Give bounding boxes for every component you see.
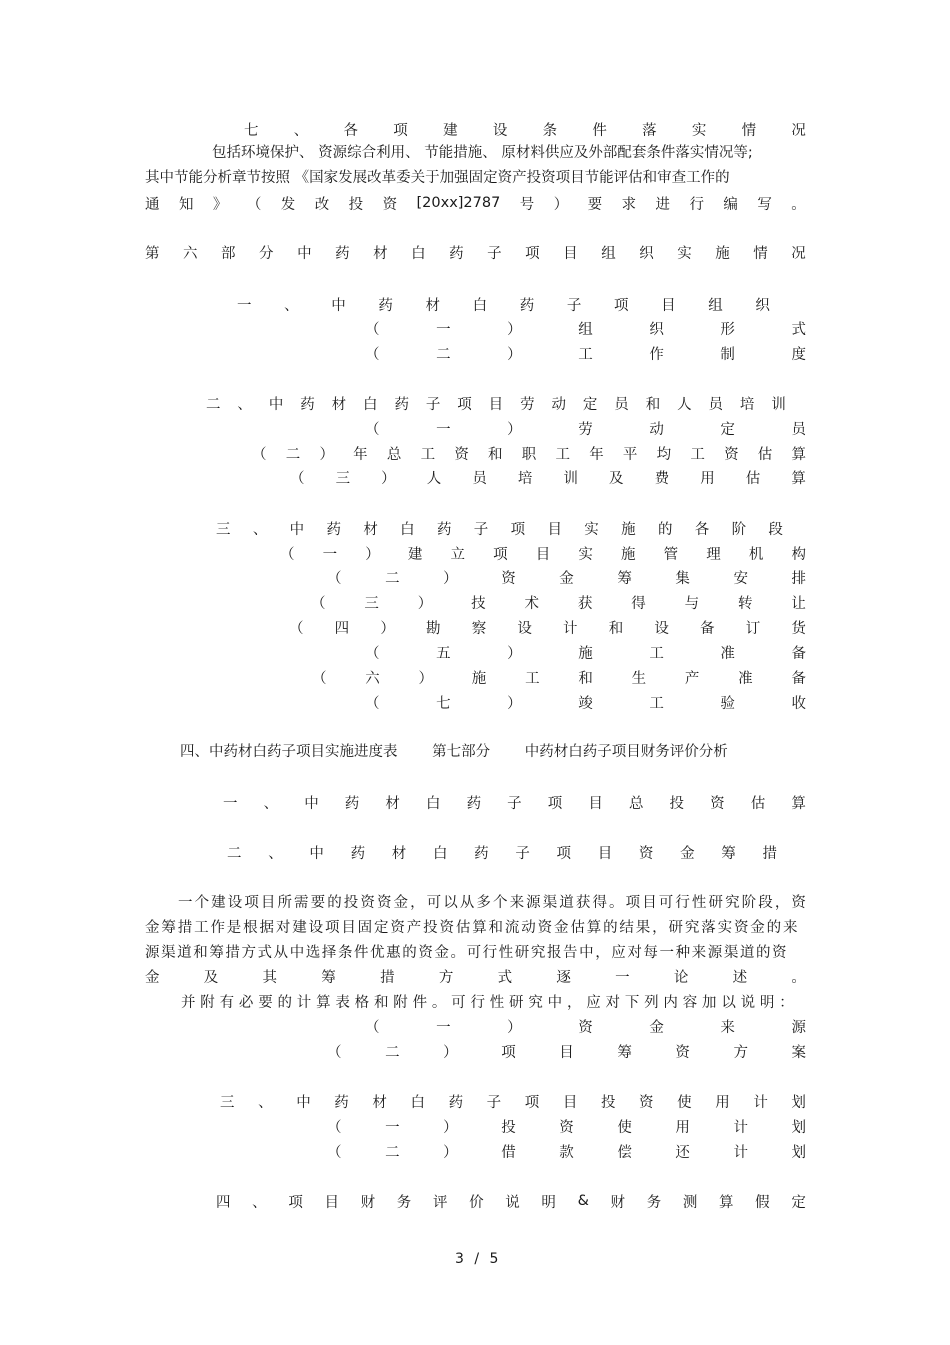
subsection-item: （ 一 ） 劳 动 定 员 (365, 421, 806, 438)
subsection-item: （ 二 ） 资 金 筹 集 安 排 (327, 570, 806, 587)
section-heading: 一 、 中 药 材 白 药 子 项 目 组 织 (237, 297, 770, 314)
body-text-line: 包括环境保护、 资源综合利用、 节能措施、 原材料供应及外部配套条件落实情况等; (212, 145, 753, 161)
subsection-item: （ 一 ） 资 金 来 源 (365, 1019, 806, 1036)
section-heading: 三 、 中 药 材 白 药 子 项 目 投 资 使 用 计 划 (220, 1094, 806, 1111)
body-text-line: 其中节能分析章节按照 《国家发展改革委关于加强固定资产投资项目节能评估和审查工作的 (145, 170, 730, 186)
part-seven-heading: 四、中药材白药子项目实施进度表 第七部分 中药材白药子项目财务评价分析 (180, 744, 728, 760)
subsection-item: （ 一 ） 组 织 形 式 (365, 321, 806, 338)
subsection-item: （ 五 ） 施 工 准 备 (365, 645, 806, 662)
subsection-item: （ 一 ） 建 立 项 目 实 施 管 理 机 构 (280, 546, 806, 563)
section-heading: 三 、 中 药 材 白 药 子 项 目 实 施 的 各 阶 段 (216, 521, 783, 538)
subsection-item: （ 二 ） 项 目 筹 资 方 案 (327, 1044, 806, 1061)
subsection-item: （ 二 ） 工 作 制 度 (365, 346, 806, 363)
subsection-item: （ 三 ） 技 术 获 得 与 转 让 (311, 595, 806, 612)
heading-construction-conditions: 七 、 各 项 建 设 条 件 落 实 情 况 (244, 122, 806, 139)
subsection-item: （ 一 ） 投 资 使 用 计 划 (327, 1119, 806, 1136)
section-heading: 二 、 中 药 材 白 药 子 项 目 资 金 筹 措 (227, 845, 777, 862)
section-heading: 二 、 中 药 材 白 药 子 项 目 劳 动 定 员 和 人 员 培 训 (206, 396, 786, 413)
paragraph-line: 一 个 建 设 项 目 所 需 要 的 投 资 资 金 ， 可 以 从 多 个 来 源 渠 道 获 得 。 项 目 可 行 性 研 究 阶 段 ， 资 (178, 894, 806, 911)
paragraph-line: 并 附 有 必 要 的 计 算 表 格 和 附 件 。 可 行 性 研 究 中 ， 应 对 下 列 内 容 加 以 说 明 ： (181, 994, 794, 1011)
paragraph-line: 金 筹 措 工 作 是 根 据 对 建 设 项 目 固 定 资 产 投 资 估 算 和 流 动 资 金 估 算 的 结 果 ， 研 究 落 实 资 金 的 来 (145, 919, 798, 936)
subsection-item: （ 二 ） 年 总 工 资 和 职 工 年 平 均 工 资 估 算 (252, 446, 806, 463)
section-heading: 一 、 中 药 材 白 药 子 项 目 总 投 资 估 算 (223, 795, 806, 812)
subsection-item: （ 二 ） 借 款 偿 还 计 划 (327, 1144, 806, 1161)
paragraph-line: 源 渠 道 和 筹 措 方 式 从 中 选 择 条 件 优 惠 的 资 金 。 可 行 性 研 究 报 告 中 ， 应 对 每 一 种 来 源 渠 道 的 资 (145, 944, 787, 961)
subsection-item: （ 七 ） 竣 工 验 收 (365, 695, 806, 712)
page-number: 3 / 5 (455, 1251, 502, 1267)
subsection-item: （ 六 ） 施 工 和 生 产 准 备 (312, 670, 806, 687)
paragraph-line: 金 及 其 筹 措 方 式 逐 一 论 述 。 (145, 969, 806, 986)
section-heading: 四 、 项 目 财 务 评 价 说 明 & 财 务 测 算 假 定 (216, 1193, 806, 1211)
subsection-item: （ 三 ） 人 员 培 训 及 费 用 估 算 (290, 470, 806, 487)
subsection-item: （ 四 ） 勘 察 设 计 和 设 备 订 货 (289, 620, 806, 637)
part-six-heading: 第 六 部 分 中 药 材 白 药 子 项 目 组 织 实 施 情 况 (145, 245, 806, 262)
body-text-line: 通 知 》 （ 发 改 投 资 [20xx]2787 号 ） 要 求 进 行 编 写 。 (145, 195, 806, 213)
